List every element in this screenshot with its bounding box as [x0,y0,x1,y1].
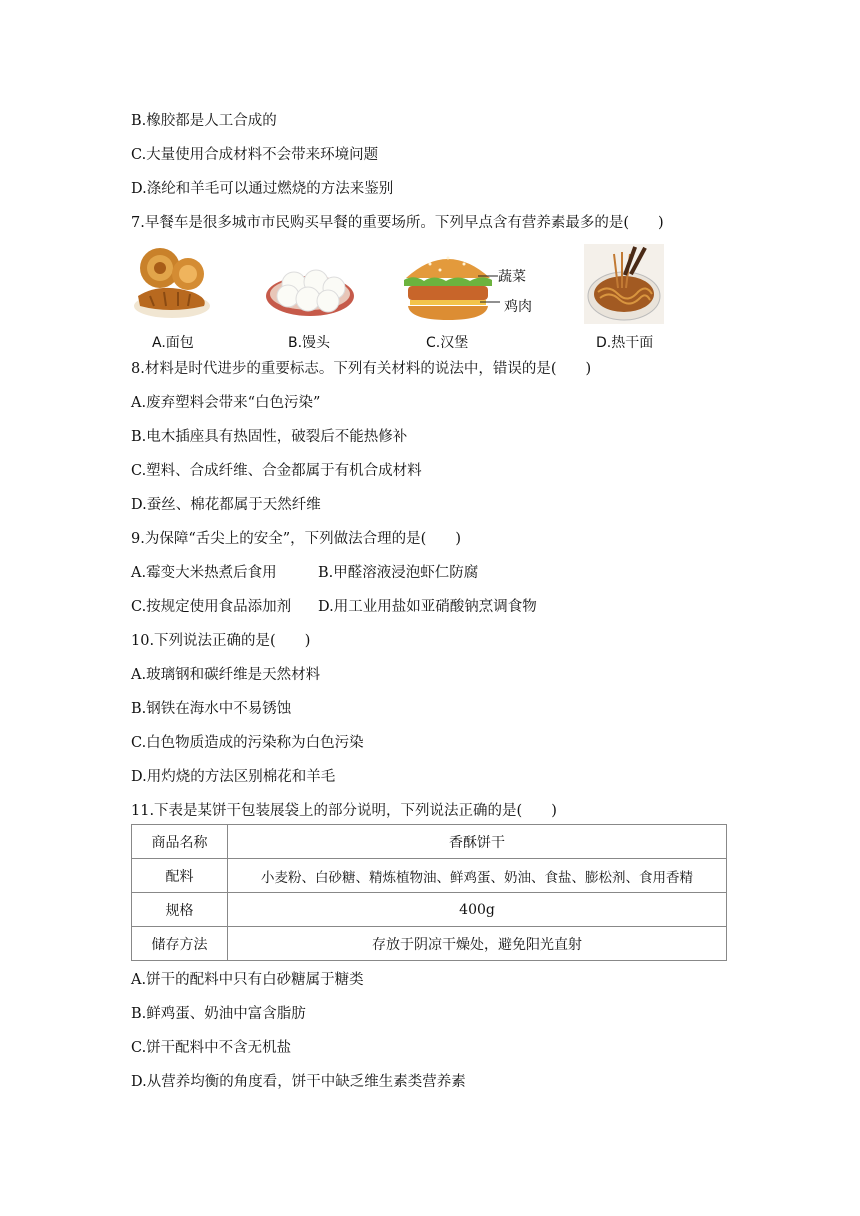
table-key: 储存方法 [132,927,228,961]
q11-option-a: A.饼干的配料中只有白砂糖属于糖类 [131,972,364,988]
table-row [132,893,727,927]
q6-option-b: B.橡胶都是人工合成的 [131,113,277,129]
table-value: 存放于阴凉干燥处，避免阳光直射 [228,927,727,961]
steamed-bun-image [264,244,356,352]
q9-stem: 9.为保障“舌尖上的安全”，下列做法合理的是( ) [131,531,461,547]
q7-caption-c: C.汉堡 [426,335,469,351]
q11-stem: 11.下表是某饼干包装展袋上的部分说明，下列说法正确的是( ) [131,803,557,819]
q9-option-c: C.按规定使用食品添加剂 [131,599,292,615]
q7-caption-a: A.面包 [152,335,194,351]
hamburger-label-vegetable: 蔬菜 [498,269,526,285]
bread-icon [130,244,214,324]
q10-option-a: A.玻璃钢和碳纤维是天然材料 [131,667,321,683]
q7-stem: 7.早餐车是很多城市市民购买早餐的重要场所。下列早点含有营养素最多的是( ) [131,215,664,231]
table-value: 香酥饼干 [228,825,727,859]
table-value: 400g [228,893,727,927]
hamburger-image [400,244,550,352]
q8-option-d: D.蚕丝、棉花都属于天然纤维 [131,497,321,513]
q9-option-b: B.甲醛溶液浸泡虾仁防腐 [318,565,479,581]
table-key: 商品名称 [132,825,228,859]
q6-option-c: C.大量使用合成材料不会带来环境问题 [131,147,379,163]
q10-option-d: D.用灼烧的方法区别棉花和羊毛 [131,769,336,785]
q10-option-b: B.钢铁在海水中不易锈蚀 [131,701,292,717]
steamed-bun-icon [264,244,356,324]
table-key: 配料 [132,859,228,893]
q7-food-images [128,244,688,352]
hamburger-label-chicken: 鸡肉 [504,299,532,315]
q9-option-d: D.用工业用盐如亚硝酸钠烹调食物 [318,599,537,615]
q11-option-c: C.饼干配料中不含无机盐 [131,1040,292,1056]
bread-image [130,244,214,352]
q10-option-c: C.白色物质造成的污染称为白色污染 [131,735,364,751]
q10-stem: 10.下列说法正确的是( ) [131,633,311,649]
q7-caption-b: B.馒头 [288,335,331,351]
hamburger-pointer-lines [478,274,502,304]
q6-option-d: D.涤纶和羊毛可以通过燃烧的方法来鉴别 [131,181,394,197]
table-row [132,825,727,859]
q11-option-b: B.鲜鸡蛋、奶油中富含脂肪 [131,1006,306,1022]
q11-option-d: D.从营养均衡的角度看，饼干中缺乏维生素类营养素 [131,1074,466,1090]
q8-stem: 8.材料是时代进步的重要标志。下列有关材料的说法中，错误的是( ) [131,361,592,377]
table-value: 小麦粉、白砂糖、精炼植物油、鲜鸡蛋、奶油、食盐、膨松剂、食用香精 [228,859,727,893]
noodles-icon [584,244,664,324]
q7-caption-d: D.热干面 [596,335,654,351]
q8-option-b: B.电木插座具有热固性，破裂后不能热修补 [131,429,408,445]
q8-option-c: C.塑料、合成纤维、合金都属于有机合成材料 [131,463,422,479]
q9-option-a: A.霉变大米热煮后食用 [131,565,277,581]
table-row [132,859,727,893]
biscuit-info-table [131,824,727,961]
q8-option-a: A.废弃塑料会带来“白色污染” [131,395,321,411]
hot-dry-noodles-image [584,244,674,352]
table-row [132,927,727,961]
table-key: 规格 [132,893,228,927]
